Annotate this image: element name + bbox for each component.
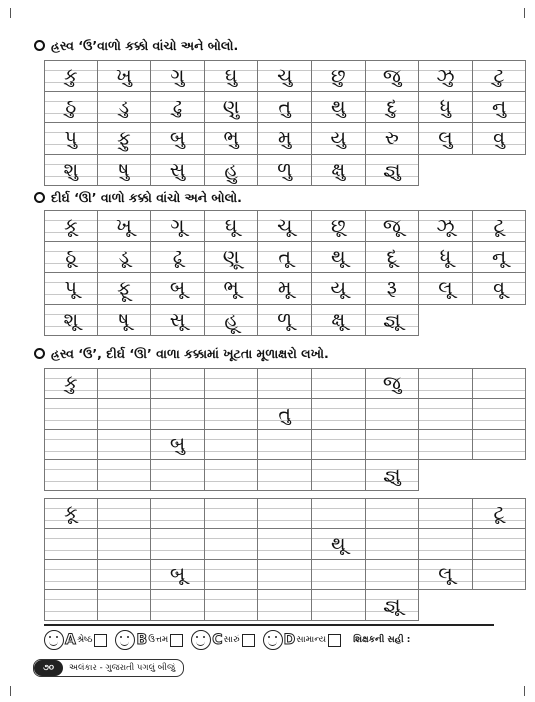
empty-cell xyxy=(419,590,473,621)
letter-cell xyxy=(419,92,473,124)
letter-cell xyxy=(312,60,366,92)
letter-cell xyxy=(312,155,366,187)
letter-cell xyxy=(151,560,205,591)
empty-cell[interactable] xyxy=(205,529,259,560)
empty-cell[interactable] xyxy=(205,368,259,399)
empty-cell[interactable] xyxy=(151,529,205,560)
empty-cell[interactable] xyxy=(98,460,152,491)
grade-bar xyxy=(44,630,410,650)
letter-text: ભૂ xyxy=(223,277,239,300)
empty-cell[interactable] xyxy=(419,368,473,399)
empty-cell[interactable] xyxy=(44,529,98,560)
letter-cell xyxy=(419,273,473,305)
letter-cell xyxy=(44,368,98,399)
letter-text: ણુ xyxy=(222,95,240,118)
letter-text: રૂ xyxy=(386,277,397,300)
empty-cell[interactable] xyxy=(473,430,527,461)
letter-cell xyxy=(258,92,312,124)
letter-cell xyxy=(258,305,312,337)
letter-text: બૂ xyxy=(169,277,186,300)
empty-cell[interactable] xyxy=(366,498,420,529)
letter-cell xyxy=(419,560,473,591)
empty-cell[interactable] xyxy=(258,368,312,399)
letter-cell xyxy=(473,242,527,274)
grid-row xyxy=(44,123,526,155)
empty-cell[interactable] xyxy=(258,430,312,461)
letter-cell xyxy=(366,92,420,124)
letter-text: બુ xyxy=(169,127,186,150)
long-u-grid xyxy=(44,210,526,336)
empty-cell[interactable] xyxy=(312,590,366,621)
empty-cell[interactable] xyxy=(312,560,366,591)
letter-text: કુ xyxy=(64,372,78,395)
letter-cell xyxy=(312,242,366,274)
empty-cell[interactable] xyxy=(98,399,152,430)
letter-cell xyxy=(98,60,152,92)
letter-text: તુ xyxy=(278,95,291,118)
empty-cell[interactable] xyxy=(419,498,473,529)
teacher-signature-label: શિક્ષકની સહી : xyxy=(353,635,411,645)
letter-text: ધુ xyxy=(439,95,452,118)
letter-cell xyxy=(44,60,98,92)
smiley-face-icon xyxy=(263,630,283,650)
letter-text: સુ xyxy=(169,158,186,181)
smiley-face-icon xyxy=(191,630,211,650)
grade-letter: C xyxy=(212,632,223,648)
empty-cell[interactable] xyxy=(151,368,205,399)
grade-label: શ્રેષ્ઠ xyxy=(76,635,93,645)
letter-text: મૂ xyxy=(277,277,292,300)
crop-mark xyxy=(524,8,525,18)
empty-cell[interactable] xyxy=(419,399,473,430)
grid-row xyxy=(44,498,526,529)
grade-d xyxy=(263,630,342,650)
letter-cell xyxy=(44,123,98,155)
letter-text: નૂ xyxy=(491,245,507,268)
section-3-heading: હ્રસ્વ ‘ઉ’, દીર્ઘ ‘ઊ’ વાળા કક્કામાં ખૂટતા મૂળાક્ષરો લખો. xyxy=(34,346,329,362)
short-u-grid xyxy=(44,60,526,186)
letter-cell xyxy=(366,590,420,621)
letter-cell xyxy=(44,210,98,242)
letter-text: ઝૂ xyxy=(436,214,455,237)
letter-cell xyxy=(366,273,420,305)
letter-text: ક્ષુ xyxy=(331,158,346,181)
letter-text: ણૂ xyxy=(222,245,240,268)
letter-text: ટૂ xyxy=(493,502,505,525)
letter-text: બુ xyxy=(169,433,186,456)
grade-letter: A xyxy=(65,632,76,648)
letter-cell xyxy=(258,242,312,274)
letter-text: છુ xyxy=(330,64,346,87)
letter-cell xyxy=(312,210,366,242)
letter-text: વૂ xyxy=(493,277,505,300)
letter-cell xyxy=(312,273,366,305)
letter-text: તુ xyxy=(278,402,291,425)
letter-text: પૂ xyxy=(64,277,77,300)
grid-row xyxy=(44,529,526,560)
book-title: અલંકાર - ગુજરાતી પગલું બીજું xyxy=(69,663,176,673)
empty-cell[interactable] xyxy=(205,460,259,491)
letter-text: જ્ઞુ xyxy=(383,464,401,487)
letter-text: ફુ xyxy=(117,127,131,150)
empty-cell[interactable] xyxy=(205,399,259,430)
letter-cell xyxy=(98,305,152,337)
letter-cell xyxy=(44,242,98,274)
letter-text: કુ xyxy=(64,64,78,87)
section-2-heading: દીર્ઘ ‘ઊ’ વાળો કક્કો વાંચો અને બોલો. xyxy=(34,190,242,206)
grid-row xyxy=(44,242,526,274)
empty-cell[interactable] xyxy=(473,399,527,430)
letter-cell xyxy=(98,155,152,187)
letter-text: ડૂ xyxy=(118,245,130,268)
letter-cell xyxy=(312,305,366,337)
letter-cell xyxy=(473,60,527,92)
letter-text: થુ xyxy=(330,95,346,118)
empty-cell[interactable] xyxy=(205,498,259,529)
letter-text: ઠુ xyxy=(65,95,77,118)
page-footer xyxy=(33,659,184,677)
empty-cell[interactable] xyxy=(366,560,420,591)
letter-cell xyxy=(151,430,205,461)
letter-text: ધૂ xyxy=(439,245,452,268)
empty-cell[interactable] xyxy=(419,430,473,461)
letter-text: સૂ xyxy=(169,308,186,331)
footer-divider xyxy=(44,624,494,626)
empty-cell[interactable] xyxy=(312,460,366,491)
grid-row xyxy=(44,368,526,399)
letter-text: જુ xyxy=(382,64,401,87)
letter-text: થૂ xyxy=(330,532,346,555)
empty-cell[interactable] xyxy=(98,590,152,621)
letter-cell xyxy=(366,60,420,92)
grid-row xyxy=(44,92,526,124)
letter-text: લૂ xyxy=(438,563,453,586)
letter-cell xyxy=(151,273,205,305)
letter-cell xyxy=(366,368,420,399)
empty-cell xyxy=(473,590,527,621)
smiley-face-icon xyxy=(115,630,135,650)
empty-cell[interactable] xyxy=(205,430,259,461)
letter-cell xyxy=(205,123,259,155)
letter-text: ઢુ xyxy=(172,95,183,118)
bullet-icon xyxy=(34,192,45,203)
letter-cell xyxy=(44,305,98,337)
empty-cell[interactable] xyxy=(312,399,366,430)
letter-cell xyxy=(419,242,473,274)
letter-cell xyxy=(366,242,420,274)
empty-cell[interactable] xyxy=(98,498,152,529)
empty-cell[interactable] xyxy=(44,460,98,491)
grid-row xyxy=(44,560,526,591)
letter-text: ખૂ xyxy=(116,214,132,237)
empty-cell xyxy=(473,460,527,491)
empty-cell xyxy=(419,155,473,187)
letter-cell xyxy=(366,123,420,155)
letter-cell xyxy=(205,305,259,337)
grade-label: સામાન્ય xyxy=(296,635,327,645)
letter-text: ચુ xyxy=(277,64,293,87)
exercise-grid-2 xyxy=(44,498,526,621)
grade-b xyxy=(115,630,183,650)
empty-cell xyxy=(419,460,473,491)
grade-label: ઉત્તમ xyxy=(148,635,169,645)
letter-text: પુ xyxy=(64,127,77,150)
grade-a xyxy=(44,630,107,650)
grade-letter: D xyxy=(283,632,296,648)
letter-text: ગુ xyxy=(170,64,185,87)
letter-cell xyxy=(473,498,527,529)
letter-text: ઢૂ xyxy=(172,245,183,268)
empty-cell[interactable] xyxy=(44,430,98,461)
letter-text: જ્ઞૂ xyxy=(383,308,401,331)
crop-mark xyxy=(524,686,525,696)
letter-cell xyxy=(419,123,473,155)
empty-cell[interactable] xyxy=(258,529,312,560)
empty-cell[interactable] xyxy=(98,560,152,591)
letter-text: કૂ xyxy=(64,502,78,525)
letter-text: ઠૂ xyxy=(65,245,77,268)
empty-cell[interactable] xyxy=(151,498,205,529)
letter-cell xyxy=(98,210,152,242)
empty-cell[interactable] xyxy=(205,590,259,621)
letter-text: હુ xyxy=(224,158,238,181)
empty-cell[interactable] xyxy=(473,529,527,560)
letter-text: લૂ xyxy=(438,277,453,300)
letter-text: તૂ xyxy=(278,245,291,268)
letter-cell xyxy=(312,529,366,560)
grade-letter: B xyxy=(136,632,148,648)
letter-text: હૂ xyxy=(224,308,238,331)
empty-cell[interactable] xyxy=(366,529,420,560)
empty-cell[interactable] xyxy=(473,560,527,591)
letter-text: ઘૂ xyxy=(224,214,238,237)
letter-cell xyxy=(473,123,527,155)
grid-row xyxy=(44,273,526,305)
letter-text: ભુ xyxy=(223,127,239,150)
letter-text: ઘુ xyxy=(224,64,238,87)
empty-cell[interactable] xyxy=(312,498,366,529)
letter-cell xyxy=(151,123,205,155)
letter-cell xyxy=(473,273,527,305)
grid-row xyxy=(44,305,526,337)
empty-cell xyxy=(473,155,527,187)
empty-cell[interactable] xyxy=(312,430,366,461)
empty-cell[interactable] xyxy=(312,368,366,399)
letter-cell xyxy=(366,155,420,187)
crop-mark xyxy=(10,8,11,18)
letter-cell xyxy=(258,60,312,92)
grade-label: સારું xyxy=(223,635,240,645)
letter-cell xyxy=(98,123,152,155)
letter-cell xyxy=(419,60,473,92)
letter-cell xyxy=(366,210,420,242)
letter-cell xyxy=(98,273,152,305)
letter-cell xyxy=(44,155,98,187)
empty-cell[interactable] xyxy=(98,430,152,461)
letter-cell xyxy=(151,92,205,124)
letter-cell xyxy=(151,305,205,337)
bullet-icon xyxy=(34,348,45,359)
letter-cell xyxy=(44,498,98,529)
letter-text: મુ xyxy=(277,127,292,150)
bullet-icon xyxy=(34,40,45,51)
letter-text: બૂ xyxy=(169,563,186,586)
letter-cell xyxy=(98,92,152,124)
letter-text: ષુ xyxy=(118,158,130,181)
grid-row xyxy=(44,590,526,621)
grid-row xyxy=(44,155,526,187)
grid-row xyxy=(44,460,526,491)
letter-cell xyxy=(258,273,312,305)
letter-cell xyxy=(258,210,312,242)
letter-cell xyxy=(205,273,259,305)
grade-checkbox[interactable] xyxy=(170,634,183,647)
letter-cell xyxy=(205,60,259,92)
letter-cell xyxy=(312,92,366,124)
letter-cell xyxy=(205,155,259,187)
letter-text: ક્ષૂ xyxy=(331,308,346,331)
empty-cell[interactable] xyxy=(473,368,527,399)
letter-text: દૂ xyxy=(386,245,398,268)
letter-cell xyxy=(205,92,259,124)
letter-text: ખુ xyxy=(116,64,132,87)
letter-text: શૂ xyxy=(63,308,79,331)
letter-text: નુ xyxy=(491,95,507,118)
letter-cell xyxy=(151,60,205,92)
grid-row xyxy=(44,210,526,242)
empty-cell xyxy=(419,305,473,337)
letter-text: કૂ xyxy=(64,214,78,237)
letter-text: જૂ xyxy=(382,214,401,237)
letter-cell xyxy=(44,92,98,124)
letter-text: યૂ xyxy=(330,277,347,300)
exercise-grid-1 xyxy=(44,368,526,491)
letter-text: થૂ xyxy=(330,245,346,268)
letter-text: ઝુ xyxy=(436,64,455,87)
letter-cell xyxy=(366,305,420,337)
grade-checkbox[interactable] xyxy=(94,634,107,647)
letter-text: વુ xyxy=(493,127,505,150)
letter-cell xyxy=(473,210,527,242)
crop-mark xyxy=(10,686,11,696)
letter-text: ળૂ xyxy=(277,308,293,331)
letter-cell xyxy=(205,242,259,274)
letter-cell xyxy=(151,210,205,242)
letter-cell xyxy=(44,273,98,305)
letter-cell xyxy=(258,399,312,430)
letter-text: ફૂ xyxy=(117,277,131,300)
letter-text: શુ xyxy=(63,158,79,181)
empty-cell[interactable] xyxy=(258,498,312,529)
letter-cell xyxy=(258,155,312,187)
empty-cell xyxy=(473,305,527,337)
letter-cell xyxy=(312,123,366,155)
empty-cell[interactable] xyxy=(366,430,420,461)
letter-text: લુ xyxy=(438,127,453,150)
letter-cell xyxy=(151,242,205,274)
letter-cell xyxy=(98,242,152,274)
empty-cell[interactable] xyxy=(419,529,473,560)
letter-text: દુ xyxy=(386,95,398,118)
smiley-face-icon xyxy=(44,630,64,650)
empty-cell[interactable] xyxy=(151,399,205,430)
letter-text: રુ xyxy=(384,127,399,150)
section-1-heading: હ્રસ્વ ‘ઉ’વાળો કક્કો વાંચો અને બોલો. xyxy=(34,38,238,54)
grade-c xyxy=(191,630,254,650)
letter-text: જ્ઞૂ xyxy=(383,594,401,617)
letter-cell xyxy=(151,155,205,187)
empty-cell[interactable] xyxy=(44,399,98,430)
letter-cell xyxy=(473,92,527,124)
empty-cell[interactable] xyxy=(44,590,98,621)
empty-cell[interactable] xyxy=(258,590,312,621)
letter-cell xyxy=(205,210,259,242)
grid-row xyxy=(44,430,526,461)
grid-row xyxy=(44,399,526,430)
letter-text: ડુ xyxy=(118,95,130,118)
letter-text: ષૂ xyxy=(118,308,130,331)
letter-cell xyxy=(258,123,312,155)
letter-text: ટૂ xyxy=(493,214,505,237)
letter-cell xyxy=(366,460,420,491)
letter-text: ગૂ xyxy=(170,214,185,237)
grid-row xyxy=(44,60,526,92)
letter-cell xyxy=(419,210,473,242)
empty-cell[interactable] xyxy=(205,560,259,591)
grade-checkbox[interactable] xyxy=(242,634,255,647)
letter-text: ટુ xyxy=(493,64,505,87)
letter-text: જુ xyxy=(382,372,401,395)
empty-cell[interactable] xyxy=(258,460,312,491)
empty-cell[interactable] xyxy=(44,560,98,591)
empty-cell[interactable] xyxy=(98,368,152,399)
empty-cell[interactable] xyxy=(98,529,152,560)
letter-text: ચૂ xyxy=(277,214,293,237)
empty-cell[interactable] xyxy=(258,560,312,591)
empty-cell[interactable] xyxy=(366,399,420,430)
page-number: ૭૦ xyxy=(34,660,63,676)
grade-checkbox[interactable] xyxy=(328,634,341,647)
letter-text: જ્ઞુ xyxy=(383,158,401,181)
empty-cell[interactable] xyxy=(151,590,205,621)
letter-text: છૂ xyxy=(330,214,346,237)
letter-text: ળુ xyxy=(277,158,293,181)
letter-text: યુ xyxy=(330,127,347,150)
empty-cell[interactable] xyxy=(151,460,205,491)
